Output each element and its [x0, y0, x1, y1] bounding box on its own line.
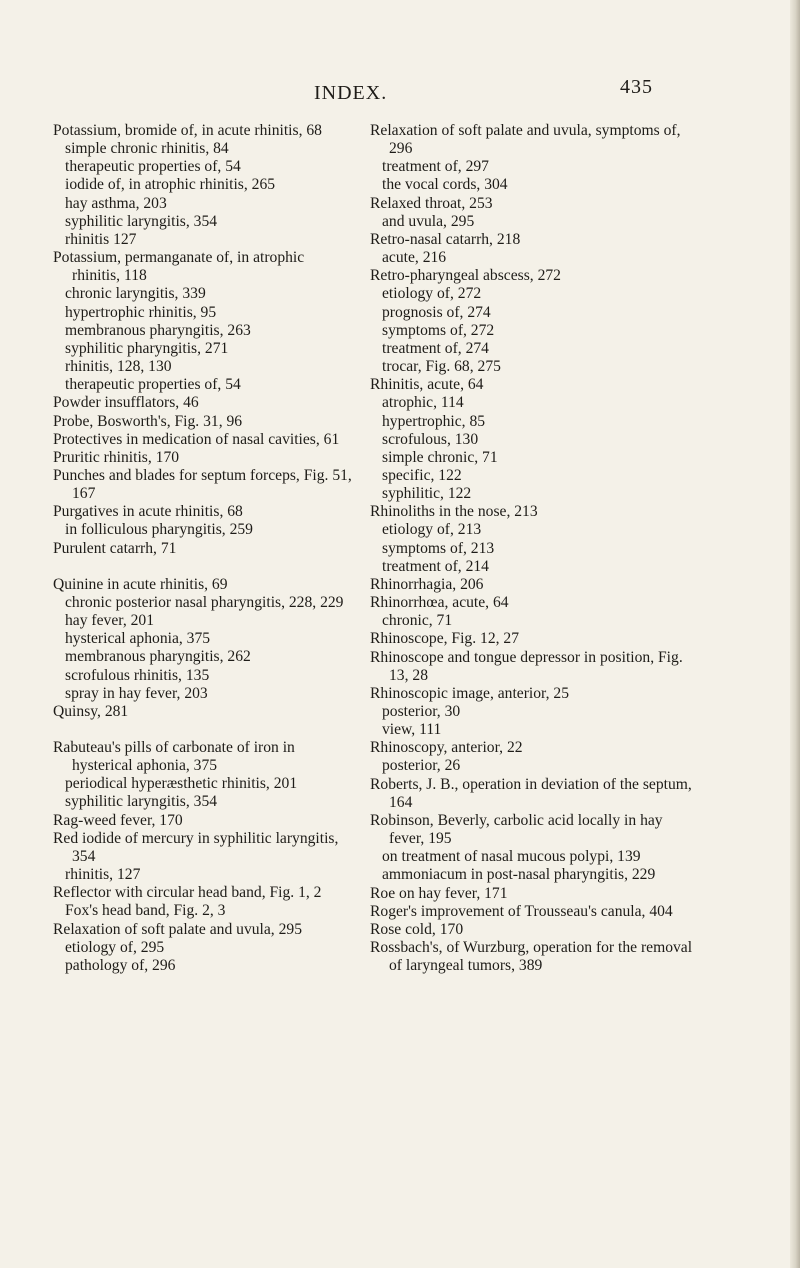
index-entry: Relaxation of soft palate and uvula, 295 — [53, 920, 302, 938]
section-gap — [53, 558, 353, 576]
section-gap — [53, 721, 353, 739]
index-entry: Rossbach's, of Wurzburg, operation for the removal of laryngeal tumors, 389 — [370, 939, 693, 975]
index-entry: Roe on hay fever, 171 — [370, 884, 508, 902]
index-entry: Purulent catarrh, 71 — [53, 539, 177, 557]
index-subentry: membranous pharyngitis, 262 — [65, 648, 251, 666]
index-entry: Roberts, J. B., operation in deviation of the septum, 164 — [370, 775, 692, 811]
index-subentry: in folliculous pharyngitis, 259 — [65, 521, 253, 539]
index-subentry: Fox's head band, Fig. 2, 3 — [65, 902, 226, 920]
index-subentry: symptoms of, 213 — [382, 539, 495, 557]
index-subentry: rhinitis, 127 — [65, 866, 141, 884]
index-entry: Retro-pharyngeal abscess, 272 — [370, 267, 561, 285]
index-entry: Potassium, bromide of, in acute rhinitis, 68 — [53, 122, 322, 139]
page-edge — [790, 0, 800, 1268]
index-subentry: hay asthma, 203 — [65, 194, 167, 212]
index-subentry: the vocal cords, 304 — [382, 176, 508, 194]
index-entry: Rhinoscope and tongue depressor in position, Fig. 13, 28 — [370, 648, 683, 684]
index-subentry: etiology of, 213 — [382, 521, 482, 539]
index-entry: Rhinoscopy, anterior, 22 — [370, 739, 523, 757]
index-subentry: syphilitic laryngitis, 354 — [65, 793, 218, 811]
index-entry: Relaxed throat, 253 — [370, 194, 493, 212]
index-subentry: therapeutic properties of, 54 — [65, 158, 241, 176]
index-entry: Rhinorrhagia, 206 — [370, 575, 484, 593]
index-subentry: spray in hay fever, 203 — [65, 684, 208, 702]
index-subentry: specific, 122 — [382, 466, 462, 484]
index-subentry: treatment of, 274 — [382, 339, 489, 357]
index-subentry: view, 111 — [382, 721, 442, 739]
index-subentry: membranous pharyngitis, 263 — [65, 321, 251, 339]
index-entry: Potassium, permanganate of, in atrophic rhinitis, 118 — [53, 249, 305, 285]
index-subentry: syphilitic pharyngitis, 271 — [65, 339, 229, 357]
index-subentry: chronic posterior nasal pharyngitis, 228, 229 — [65, 593, 344, 611]
index-subentry: hypertrophic, 85 — [382, 412, 486, 430]
index-subentry: etiology of, 272 — [382, 285, 482, 303]
page-number: 435 — [620, 76, 653, 98]
index-entry: Probe, Bosworth's, Fig. 31, 96 — [53, 412, 243, 430]
index-subentry: iodide of, in atrophic rhinitis, 265 — [65, 176, 276, 194]
index-subentry: syphilitic, 122 — [382, 485, 472, 503]
index-subentry: hysterical aphonia, 375 — [65, 630, 211, 648]
index-column-right — [370, 122, 698, 975]
index-subentry: posterior, 30 — [382, 703, 461, 720]
index-subentry: prognosis of, 274 — [382, 303, 491, 321]
index-entry: Punches and blades for septum forceps, Fig. 51, 167 — [53, 466, 352, 503]
index-subentry: chronic, 71 — [382, 612, 453, 630]
index-subentry: syphilitic laryngitis, 354 — [65, 212, 218, 230]
index-subentry: symptoms of, 272 — [382, 321, 495, 339]
index-subentry: simple chronic rhinitis, 84 — [65, 140, 229, 158]
index-entry: Robinson, Beverly, carbolic acid locally in hay fever, 195 — [370, 811, 663, 848]
index-subentry: treatment of, 297 — [382, 158, 489, 176]
index-entry: Purgatives in acute rhinitis, 68 — [53, 503, 243, 521]
index-entry: Rhinitis, acute, 64 — [370, 376, 484, 394]
index-subentry: posterior, 26 — [382, 757, 461, 775]
index-subentry: hypertrophic rhinitis, 95 — [65, 303, 217, 321]
index-entry: Rag-weed fever, 170 — [53, 811, 183, 829]
index-entry: Pruritic rhinitis, 170 — [53, 448, 180, 466]
index-subentry: scrofulous, 130 — [382, 430, 479, 448]
index-entry: Rose cold, 170 — [370, 920, 464, 938]
index-subentry: therapeutic properties of, 54 — [65, 376, 241, 394]
index-subentry: atrophic, 114 — [382, 394, 464, 412]
index-entry: Roger's improvement of Trousseau's canula, 404 — [370, 902, 673, 920]
index-subentry: treatment of, 214 — [382, 557, 489, 575]
index-entry: Relaxation of soft palate and uvula, symptoms of, 296 — [370, 122, 681, 158]
index-subentry: rhinitis 127 — [65, 230, 137, 248]
index-entry: Red iodide of mercury in syphilitic laryngitis, 354 — [53, 829, 339, 865]
index-subentry: rhinitis, 128, 130 — [65, 358, 172, 376]
index-entry: Reflector with circular head band, Fig. 1, 2 — [53, 884, 322, 902]
index-subentry: chronic laryngitis, 339 — [65, 285, 206, 303]
index-subentry: periodical hyperæsthetic rhinitis, 201 — [65, 775, 298, 793]
index-entry: Rhinoliths in the nose, 213 — [370, 503, 538, 521]
index-subentry: ammoniacum in post-nasal pharyngitis, 229 — [382, 866, 656, 884]
index-entry: Powder insufflators, 46 — [53, 394, 199, 412]
index-entry: Retro-nasal catarrh, 218 — [370, 230, 521, 248]
index-subentry: pathology of, 296 — [65, 956, 176, 974]
index-subentry: etiology of, 295 — [65, 938, 165, 956]
index-entry: Quinsy, 281 — [53, 702, 129, 720]
index-subentry: simple chronic, 71 — [382, 448, 498, 466]
index-entry: Quinine in acute rhinitis, 69 — [53, 575, 228, 593]
index-subentry: on treatment of nasal mucous polypi, 139 — [382, 848, 641, 866]
index-entry: Rabuteau's pills of carbonate of iron in hysterical aphonia, 375 — [53, 739, 295, 775]
index-entry: Protectives in medication of nasal cavities, 61 — [53, 430, 340, 448]
index-subentry: hay fever, 201 — [65, 612, 155, 630]
index-subentry: trocar, Fig. 68, 275 — [382, 358, 501, 376]
index-subentry: scrofulous rhinitis, 135 — [65, 666, 210, 684]
index-column-left — [53, 122, 353, 975]
page-title: INDEX. — [314, 82, 388, 104]
index-entry: Rhinoscopic image, anterior, 25 — [370, 684, 570, 702]
index-entry: Rhinorrhœa, acute, 64 — [370, 594, 509, 612]
running-head — [0, 76, 800, 112]
index-subentry: acute, 216 — [382, 249, 447, 267]
index-subentry: and uvula, 295 — [382, 212, 475, 230]
index-entry: Rhinoscope, Fig. 12, 27 — [370, 630, 520, 648]
